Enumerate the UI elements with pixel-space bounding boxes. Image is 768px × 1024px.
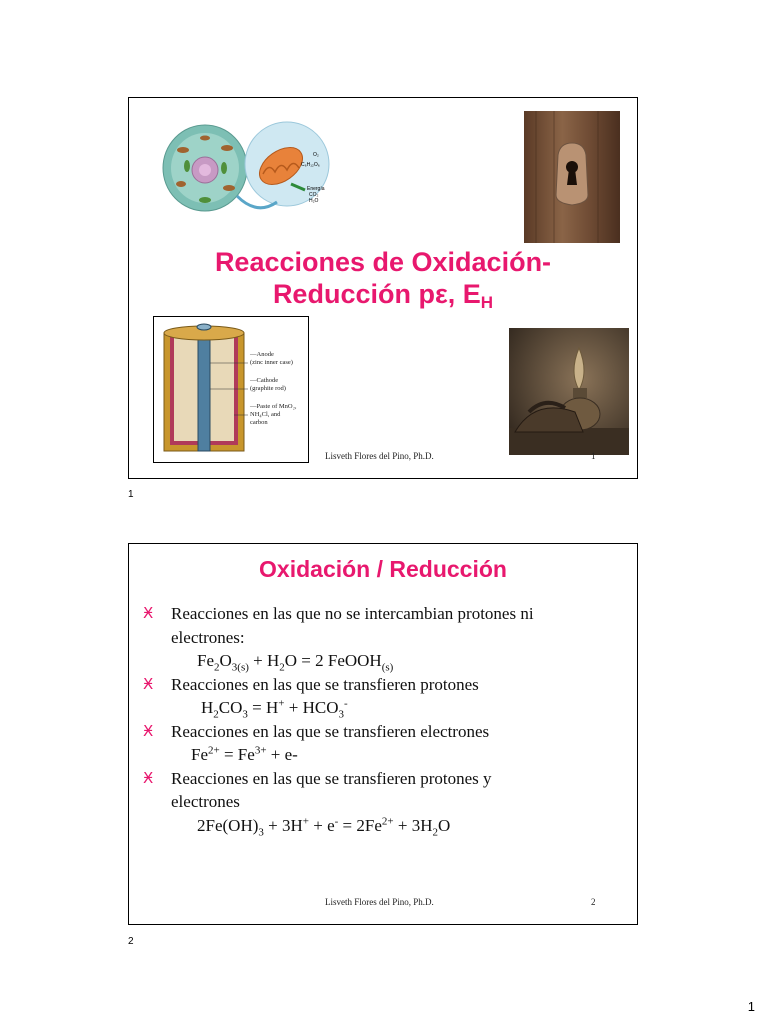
bullet-item: Ӿ Reacciones en las que se transfieren protones bbox=[143, 673, 623, 697]
author: Lisveth Flores del Pino, Ph.D. bbox=[325, 451, 434, 461]
keyhole-door-photo bbox=[524, 111, 620, 243]
anode-desc: (zinc inner case) bbox=[250, 359, 293, 366]
paste-desc-2: carbon bbox=[250, 419, 268, 426]
bullet-item: Ӿ Reacciones en las que se transfieren electrones bbox=[143, 720, 623, 744]
slide-2 bbox=[128, 543, 638, 925]
page-number: 1 bbox=[747, 999, 755, 1014]
bullet-item: Ӿ Reacciones en las que no se intercambian protones ni electrones: bbox=[143, 604, 534, 647]
svg-text:C₆H₁₂O₆: C₆H₁₂O₆ bbox=[301, 162, 320, 168]
svg-text:CO₂: CO₂ bbox=[309, 192, 319, 198]
iron-lamp-photo bbox=[509, 328, 629, 455]
equation-4: $2Fe(OH)_3 + 3H^+ + e^- = 2Fe^{2+} + 3H_2O$ bbox=[197, 814, 451, 838]
cell-mitochondria-diagram bbox=[161, 118, 339, 218]
svg-text:O₂: O₂ bbox=[313, 152, 319, 158]
title-line-2: Reducción pε, $E_H$ bbox=[272, 279, 494, 312]
slide-number: 2 bbox=[591, 897, 596, 907]
slide-number: 1 bbox=[591, 451, 596, 461]
equation-1: $Fe_2O_{3(s)} + H_2O = 2$ FeOOH$_{(s)}$ bbox=[197, 651, 394, 674]
bullet-icon: Ӿ bbox=[143, 768, 154, 787]
bullet-icon: Ӿ bbox=[143, 674, 154, 693]
equation-3: $Fe^{2+} = Fe^{3+} + e-$ bbox=[191, 744, 298, 764]
slide-2-title: Oxidación / Reducción bbox=[259, 556, 507, 582]
title-line-1: Reacciones de Oxidación- bbox=[214, 247, 552, 277]
slide-1-index: 1 bbox=[128, 489, 134, 500]
bullet-item: Ӿ Reacciones en las que se transfieren protones y electrones bbox=[143, 768, 492, 811]
battery-diagram bbox=[153, 316, 309, 463]
cathode-desc: (graphite rod) bbox=[250, 385, 286, 392]
paste-desc-1: NH₄Cl, and bbox=[250, 411, 281, 418]
paste-label: —Paste of MnO₂, bbox=[250, 403, 297, 410]
slide-2-content bbox=[143, 602, 623, 837]
anode-label: —Anode bbox=[250, 351, 274, 358]
author: Lisveth Flores del Pino, Ph.D. bbox=[325, 897, 434, 907]
cathode-label: —Cathode bbox=[250, 377, 279, 384]
bullet-icon: Ӿ bbox=[143, 721, 154, 740]
equation-2: $H_2CO_3 = H^+ + HCO_3^-$ bbox=[201, 697, 348, 721]
bullet-icon: Ӿ bbox=[143, 604, 154, 622]
battery-illustration bbox=[160, 323, 248, 455]
slide-2-index: 2 bbox=[128, 936, 134, 947]
slide-1 bbox=[128, 97, 638, 479]
slide-1-title bbox=[179, 246, 587, 310]
svg-text:H₂O: H₂O bbox=[309, 198, 319, 204]
svg-text:Energía: Energía bbox=[307, 186, 325, 192]
